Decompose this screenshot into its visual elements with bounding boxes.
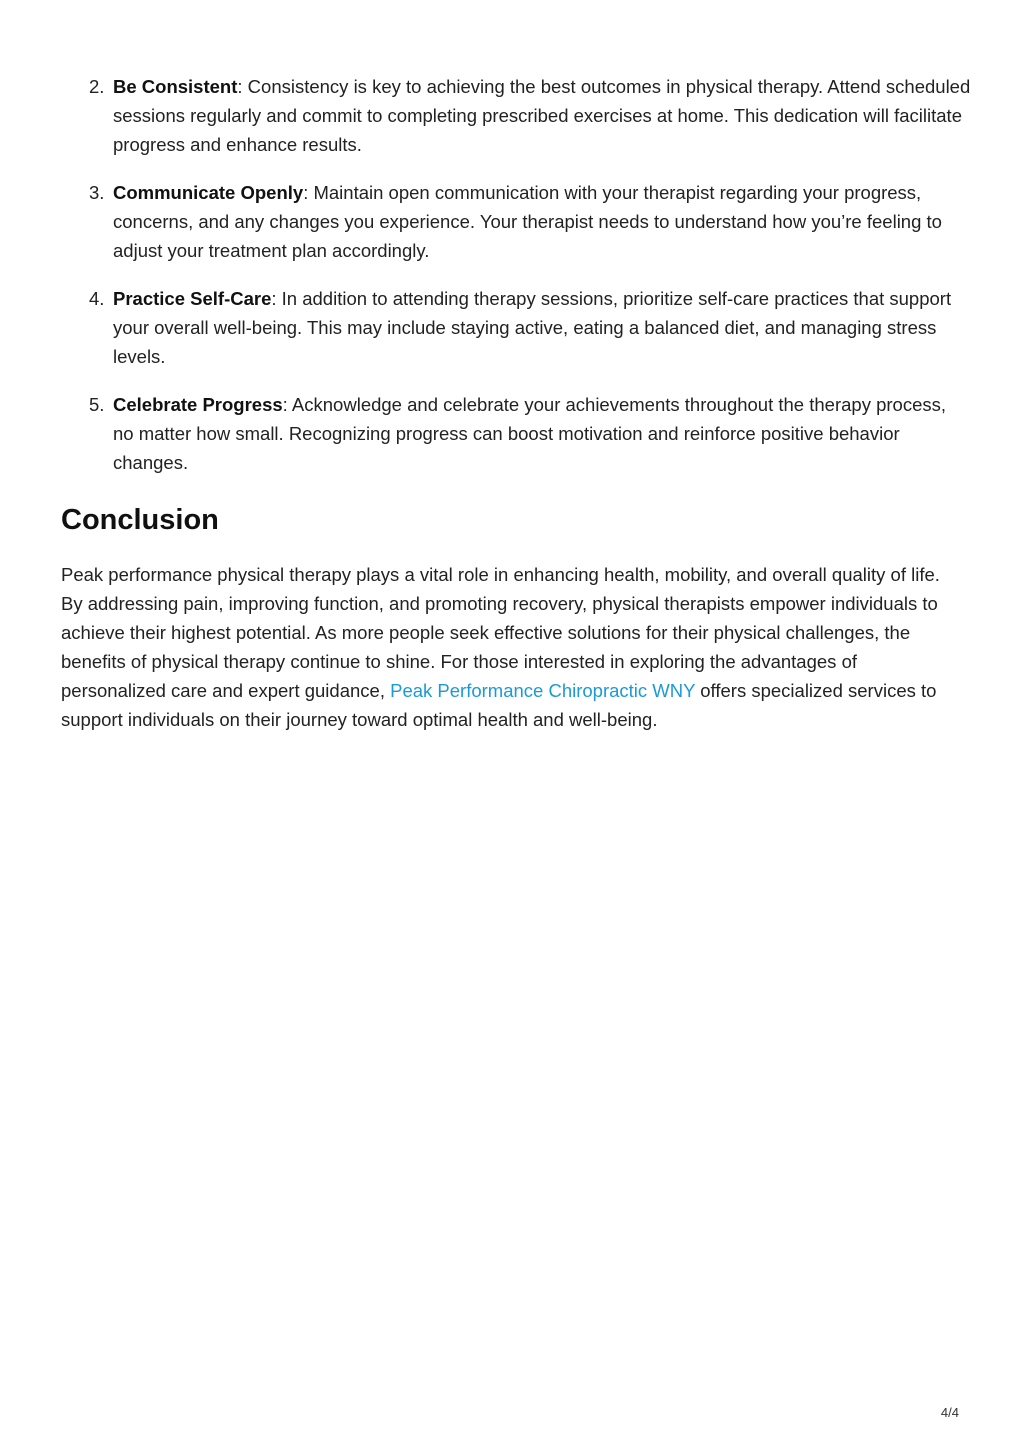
conclusion-text-after-link: offers specialized services to support individuals on their journey toward optimal health and well-being.: [61, 680, 937, 730]
list-item-term: Practice Self-Care: [113, 288, 272, 309]
conclusion-text-before-link: Peak performance physical therapy plays a vital role in enhancing health, mobility, and overall quality of life. By addressing pain, improving function, and promoting recovery, physical therapists empower individuals to achieve their highest potential. As more people seek effective solutions for their physical challenges, the benefits of physical therapy continue to shine. For those interested in exploring the advantages of personalized care and expert guidance,: [61, 564, 940, 701]
list-item: [61, 284, 971, 371]
list-item-text: : Consistency is key to achieving the best outcomes in physical therapy. Attend scheduled sessions regularly and commit to completing prescribed exercises at home. This dedication will facilitate progress and enhance results.: [113, 76, 971, 155]
list-item: [61, 390, 971, 477]
conclusion-paragraph: [61, 560, 961, 734]
tips-list: [61, 72, 971, 496]
list-item-number: 5.: [89, 394, 105, 415]
list-item-number: 2.: [89, 76, 105, 97]
list-item-text: : In addition to attending therapy sessions, prioritize self-care practices that support your overall well-being. This may include staying active, eating a balanced diet, and managing stress levels.: [113, 288, 952, 367]
list-item: [61, 178, 971, 265]
list-item-text: : Maintain open communication with your therapist regarding your progress, concerns, and any changes you experience. Your therapist needs to understand how you’re feeling to adjust your treatment plan accordingly.: [113, 182, 942, 261]
list-item-number: 4.: [89, 288, 105, 309]
list-item-term: Communicate Openly: [113, 182, 304, 203]
page-number: 4/4: [940, 1405, 959, 1420]
list-item-number: 3.: [89, 182, 105, 203]
conclusion-heading: Conclusion: [61, 504, 219, 536]
list-item-text: : Acknowledge and celebrate your achievements throughout the therapy process, no matter how small. Recognizing progress can boost motivation and reinforce positive behavior changes.: [113, 394, 946, 473]
list-item: [61, 72, 971, 159]
chiropractic-link[interactable]: Peak Performance Chiropractic WNY: [390, 680, 696, 701]
list-item-term: Be Consistent: [113, 76, 238, 97]
list-item-term: Celebrate Progress: [113, 394, 283, 415]
